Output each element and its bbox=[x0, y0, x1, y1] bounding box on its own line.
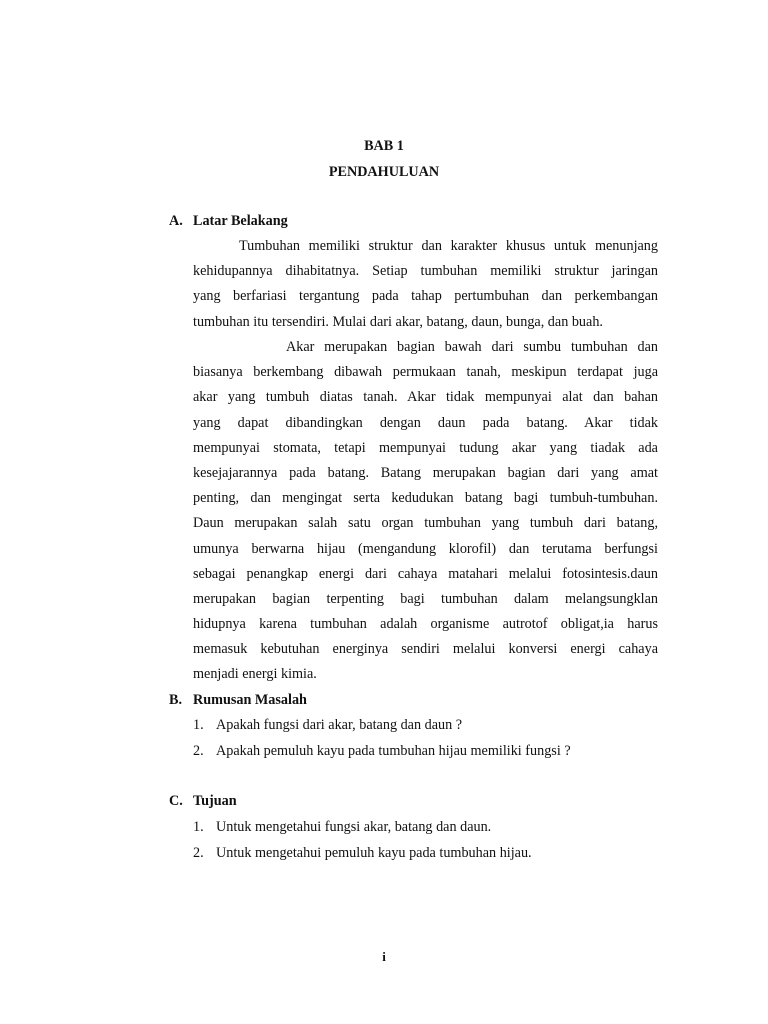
paragraph-2-line: mempunyai stomata, tetapi mempunyai tudung akar yang tiadak ada bbox=[193, 439, 658, 456]
paragraph-2-line: umunya berwarna hijau (mengandung klorofil) dan terutama berfungsi bbox=[193, 540, 658, 557]
section-a-heading bbox=[169, 213, 288, 229]
list-item-number: 2. bbox=[193, 845, 204, 861]
paragraph-2-line: akar yang tumbuh diatas tanah. Akar tidak mempunyai alat dan bahan bbox=[193, 389, 658, 406]
page-number: i bbox=[382, 949, 386, 964]
section-b-title: Rumusan Masalah bbox=[193, 692, 307, 708]
list-item bbox=[193, 819, 491, 835]
paragraph-2-line: sebagai penangkap energi dari cahaya matahari melalui fotosintesis.daun bbox=[193, 565, 658, 582]
list-item-text: Apakah pemuluh kayu pada tumbuhan hijau memiliki fungsi ? bbox=[216, 743, 571, 759]
section-b-heading bbox=[169, 692, 307, 708]
paragraph-2-line: penting, dan mengingat serta kedudukan batang bagi tumbuh-tumbuhan. bbox=[193, 490, 658, 507]
paragraph-2-line: hidupnya karena tumbuhan adalah organisme autrotof obligat,ia harus bbox=[193, 616, 658, 633]
paragraph-2-line: memasuk kebutuhan energinya sendiri melalui konversi energi cahaya bbox=[193, 641, 658, 658]
section-a-title: Latar Belakang bbox=[193, 213, 288, 229]
list-item-text: Untuk mengetahui pemuluh kayu pada tumbuhan hijau. bbox=[216, 845, 532, 861]
section-c-title: Tujuan bbox=[193, 793, 237, 809]
list-item-text: Apakah fungsi dari akar, batang dan daun ? bbox=[216, 717, 463, 733]
paragraph-1-line: kehidupannya dihabitatnya. Setiap tumbuhan memiliki struktur jaringan bbox=[193, 263, 658, 280]
paragraph-2-line: Akar merupakan bagian bawah dari sumbu tumbuhan dan bbox=[286, 339, 658, 355]
paragraph-2-line: merupakan bagian terpenting bagi tumbuhan dalam melangsungklan bbox=[193, 590, 658, 607]
section-c-letter: C. bbox=[169, 793, 183, 809]
section-c-heading bbox=[169, 793, 237, 809]
list-item bbox=[193, 717, 462, 733]
paragraph-2 bbox=[193, 335, 658, 688]
paragraph-2-line: yang dapat dibandingkan dengan daun pada batang. Akar tidak bbox=[193, 414, 658, 431]
paragraph-1-line: Tumbuhan memiliki struktur dan karakter khusus untuk menunjang bbox=[239, 238, 658, 254]
chapter-number: BAB 1 bbox=[364, 138, 404, 154]
paragraph-2-line: menjadi energi kimia. bbox=[193, 666, 317, 683]
chapter-title: PENDAHULUAN bbox=[328, 164, 440, 180]
list-item-number: 1. bbox=[193, 717, 204, 733]
paragraph-1-line: yang berfariasi tergantung pada tahap pertumbuhan dan perkembangan bbox=[193, 288, 658, 305]
paragraph-2-line: Daun merupakan salah satu organ tumbuhan yang tumbuh dari batang, bbox=[193, 515, 658, 532]
list-item bbox=[193, 743, 571, 759]
list-item-text: Untuk mengetahui fungsi akar, batang dan daun. bbox=[216, 819, 492, 835]
section-a-letter: A. bbox=[169, 213, 183, 229]
section-b-letter: B. bbox=[169, 692, 183, 708]
paragraph-2-line: biasanya berkembang dibawah permukaan tanah, meskipun terdapat juga bbox=[193, 364, 658, 381]
list-item bbox=[193, 845, 532, 861]
paragraph-1-line: tumbuhan itu tersendiri. Mulai dari akar, batang, daun, bunga, dan buah. bbox=[193, 313, 603, 330]
paragraph-2-line: kesejajarannya pada batang. Batang merupakan bagian dari yang amat bbox=[193, 464, 658, 481]
list-item-number: 1. bbox=[193, 819, 204, 835]
paragraph-1 bbox=[193, 234, 658, 335]
list-item-number: 2. bbox=[193, 743, 204, 759]
